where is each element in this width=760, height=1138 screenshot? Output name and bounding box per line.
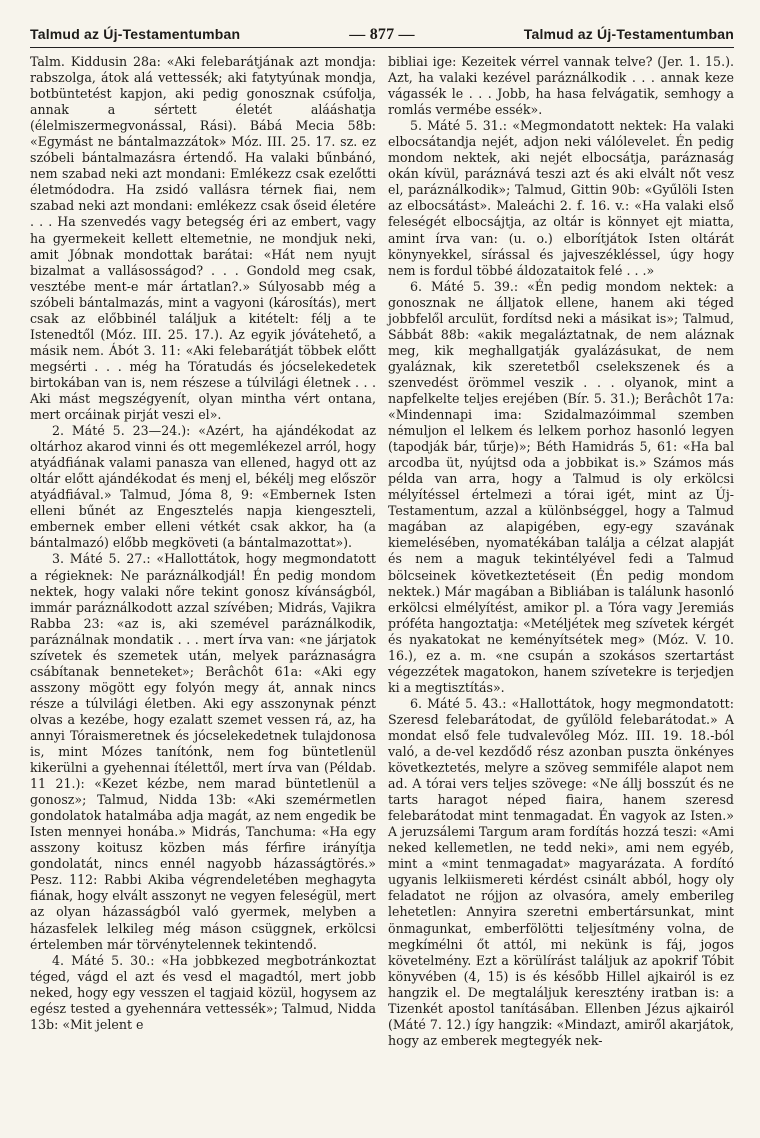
header-left-title: Talmud az Új-Testamentumban bbox=[30, 26, 241, 42]
paragraph: 5. Máté 5. 31.: «Megmondatott nektek: Ha valaki elbocsátandja nejét, adjon neki válólevelet. Én pedig mondom nektek, aki nejét elbocsátja, paráznaság okán kívül, paráznává teszi azt és aki elvált nőt vesz el, paráználkodik»; Talmud, Gittin 90b: «Gyűlöli Isten az elbocsátást». Maleáchi 2. f. 16. v.: «Ha valaki első feleségét elbocsájtja, az oltár is könnyet ejt miatta, amint írva van: (u. o.) elborítjátok Isten oltárát könynyekkel, sírással és jajveszékléssel, úgy hogy nem is fordul többé áldozataitok felé . . .» bbox=[388, 118, 734, 278]
left-column bbox=[30, 54, 376, 1049]
paragraph: 2. Máté 5. 23—24.): «Azért, ha ajándékodat az oltárhoz akarod vinni és ott megemlékezel arról, hogy atyádfiának valami panasza van ellened, hagyd ott az oltár előtt ajándékodat és menj el, békélj meg először atyádfiával.» Talmud, Jóma 8, 9: «Embernek Isten elleni bűnét az Engesztelés napja kiengeszteli, embernek ember elleni vétkét csak akkor, ha (a bántalmazó) előbb megköveti (a bántalmazottat»). bbox=[30, 423, 376, 551]
page-number: — 877 — bbox=[349, 26, 415, 43]
paragraph: 4. Máté 5. 30.: «Ha jobbkezed megbotránkoztat téged, vágd el azt és vesd el magadtól, mert jobb neked, hogy egy vesszen el tagjaid közül, hogysem az egész tested a gyehennára vettessék»; Talmud, Nidda 13b: «Mit jelent e bbox=[30, 952, 376, 1032]
paragraph: Talm. Kiddusin 28a: «Aki felebarátjának azt mondja: rabszolga, átok alá vettessék; aki fatytyúnak mondja, botbüntetést kapjon, aki pedig gonosznak csúfolja, annak a sértett életét alááshatja (élelmiszermegvonással, Rási). Bábá Mecia 58b: «Egymást ne bántalmazzátok» Móz. III. 25. 17. sz. ez szóbeli bántalmazásra értendő. Ha valaki bűnbánó, nem szabad neki azt mondani: Emlékezz csak ezelőtti életmódodra. Ha zsidó vallásra térnek fiai, nem szabad neki azt mondani: emlékezz csak őseid életére . . . Ha szenvedés vagy betegség éri az embert, vagy ha gyermekeit kellett eltemetnie, ne mondjuk neki, amit Jóbnak mondottak barátai: «Hát nem nyujt bizalmat a vallásosságod? . . . Gondold meg csak, vesztébe ment-e már ártatlan?.» Súlyosabb még a szóbeli bántalmazás, mint a vagyoni (károsítás), mert csak az előbbinél találjuk a kitételt: félj a te Istenedtől (Móz. III. 25. 17.). Az egyik jóvátehető, a másik nem. Ábót 3. 11: «Aki felebarátját többek előtt megsérti . . . még ha Tóratudás és jócselekedetek birtokában van is, nem részese a túlvilági életnek . . . Aki mást megszégyenít, olyan mintha vért ontana, mert orcáinak pirját veszi el». bbox=[30, 54, 376, 423]
two-column-body bbox=[30, 54, 734, 1049]
paragraph: 3. Máté 5. 27.: «Hallottátok, hogy megmondatott a régieknek: Ne paráználkodjál! Én pedig mondom nektek, hogy valaki nőre tekint gonosz kívánságból, immár paráználkodott azzal szívében; Midrás, Vajikra Rabba 23: «az is, aki szemével paráználkodik, paráználnak mondatik . . . mert írva van: «ne járjatok szívetek és szemetek után, melyek paráznaságra csábítanak benneteket»; Berâchôt 61a: «Aki egy asszony mögött egy folyón megy át, annak nincs része a túlvilági életben. Aki egy asszonynak pénzt olvas a kezébe, hogy ezalatt szemet vessen rá, az, ha annyi Tóraismeretnek és jócselekedetnek tulajdonosa is, mint Mózes tanítónk, nem fog büntetlenül kikerülni a gyehennai ítélettől, mert írva van (Példab. 11 21.): «Kezet kézbe, nem marad büntetlenül a gonosz»; Talmud, Nidda 13b: «Aki szemérmetlen gondolatok hatalmába adja magát, az nem engedik be Isten mennyei honába.» Midrás, Tanchuma: «Ha egy asszony koitusz közben más férfire irányítja gondolatát, nincs ennél nagyobb házasságtörés.» Pesz. 112: Rabbi Akiba végrendeletében meghagyta fiának, hogy elvált asszonyt ne vegyen feleségül, mert az olyan házasságból való gyermek, melyben a házasfelek lelkileg még máson csüggnek, erkölcsi értelemben már törvénytelennek tekintendő. bbox=[30, 551, 376, 952]
paragraph: 6. Máté 5. 39.: «Én pedig mondom nektek: a gonosznak ne álljatok ellene, hanem aki téged jobbfelől arculüt, fordítsd neki a másikat is»; Talmud, Sábbát 88b: «akik megaláztatnak, de nem aláznak meg, kik meghallgatják gyalázásukat, de nem gyaláznak, kik szeretetből cselekszenek és a szenvedést örömmel veszik . . . olyanok, mint a napfelkelte teljes erejében (Bír. 5. 31.); Berâchôt 17a: «Mindennapi ima: Szidalmazóimmal szemben némuljon el lelkem és lelkem porhoz hasonló legyen (tapodják bár, tűrje)»; Béth Hamidrás 5, 61: «Ha bal arcodba üt, nyújtsd oda a jobbikat is.» Számos más példa van arra, hogy a Talmud is oly erkölcsi mélyítéssel értelmezi a tórai igét, mint az Új-Testamentum, azzal a különbséggel, hogy a Talmud magában az alapigében, egy-egy szavának kiemelésében, nyomatékában találja a célzat alapját és nem a maguk tekintélyével fedi a Talmud bölcseinek következtetéseit (Én pedig mondom nektek.) Már magában a Bibliában is találunk hasonló erkölcsi elmélyítést, amikor pl. a Tóra vagy Jeremiás próféta hangoztatja: «Metéljétek meg szívetek kérgét és nyakatokat ne keményítsétek meg» (Móz. V. 10. 16.), ez a. m. «ne csupán a szokásos szertartást végezzétek magatokon, hanem szívetekre is terjedjen ki a megtisztítás». bbox=[388, 278, 734, 695]
header-right-title: Talmud az Új-Testamentumban bbox=[523, 26, 734, 42]
right-column bbox=[388, 54, 734, 1049]
paragraph: bibliai ige: Kezeitek vérrel vannak telve? (Jer. 1. 15.). Azt, ha valaki kezével paráználkodik . . . annak keze vágassék le . . . Jobb, ha hasa felvágatik, semhogy a romlás vermébe essék». bbox=[388, 54, 734, 118]
paragraph: 6. Máté 5. 43.: «Hallottátok, hogy megmondatott: Szeresd felebarátodat, de gyűlöld felebarátodat.» A mondat első fele tudvalevőleg Móz. III. 19. 18.-ból való, a de-vel kezdődő rész azonban puszta önkényes következtetés, melyre a szöveg semmiféle alapot nem ad. A tórai vers teljes szövege: «Ne állj bosszút és ne tarts haragot néped fiaira, hanem szeresd felebarátodat mint tenmagadat. Én vagyok az Isten.» A jeruzsálemi Targum aram fordítás hozzá teszi: «Ami neked kellemetlen, ne tedd neki», ami nem egyéb, mint a «mint tenmagadat» magyarázata. A fordító ugyanis lelkiismereti kérdést csinált abból, hogy oly feladatot ne rójjon az olvasóra, amely emberileg lehetetlen: Annyira szeretni embertársunkat, mint önmagunkat, emberfölötti teljesítmény volna, de megkímélni őt attól, mi nekünk is fáj, jogos követelmény. Ezt a körülírást találjuk az apokrif Tóbit könyvében (4, 15) is és később Hillel ajkairól is ez hangzik el. De megtaláljuk keresztény iratban is: a Tizenkét apostol tanításában. Ellenben Jézus ajkairól (Máté 7. 12.) így hangzik: «Mindazt, amiről akarjátok, hogy az emberek megtegyék nek- bbox=[388, 695, 734, 1048]
running-header bbox=[30, 26, 734, 48]
